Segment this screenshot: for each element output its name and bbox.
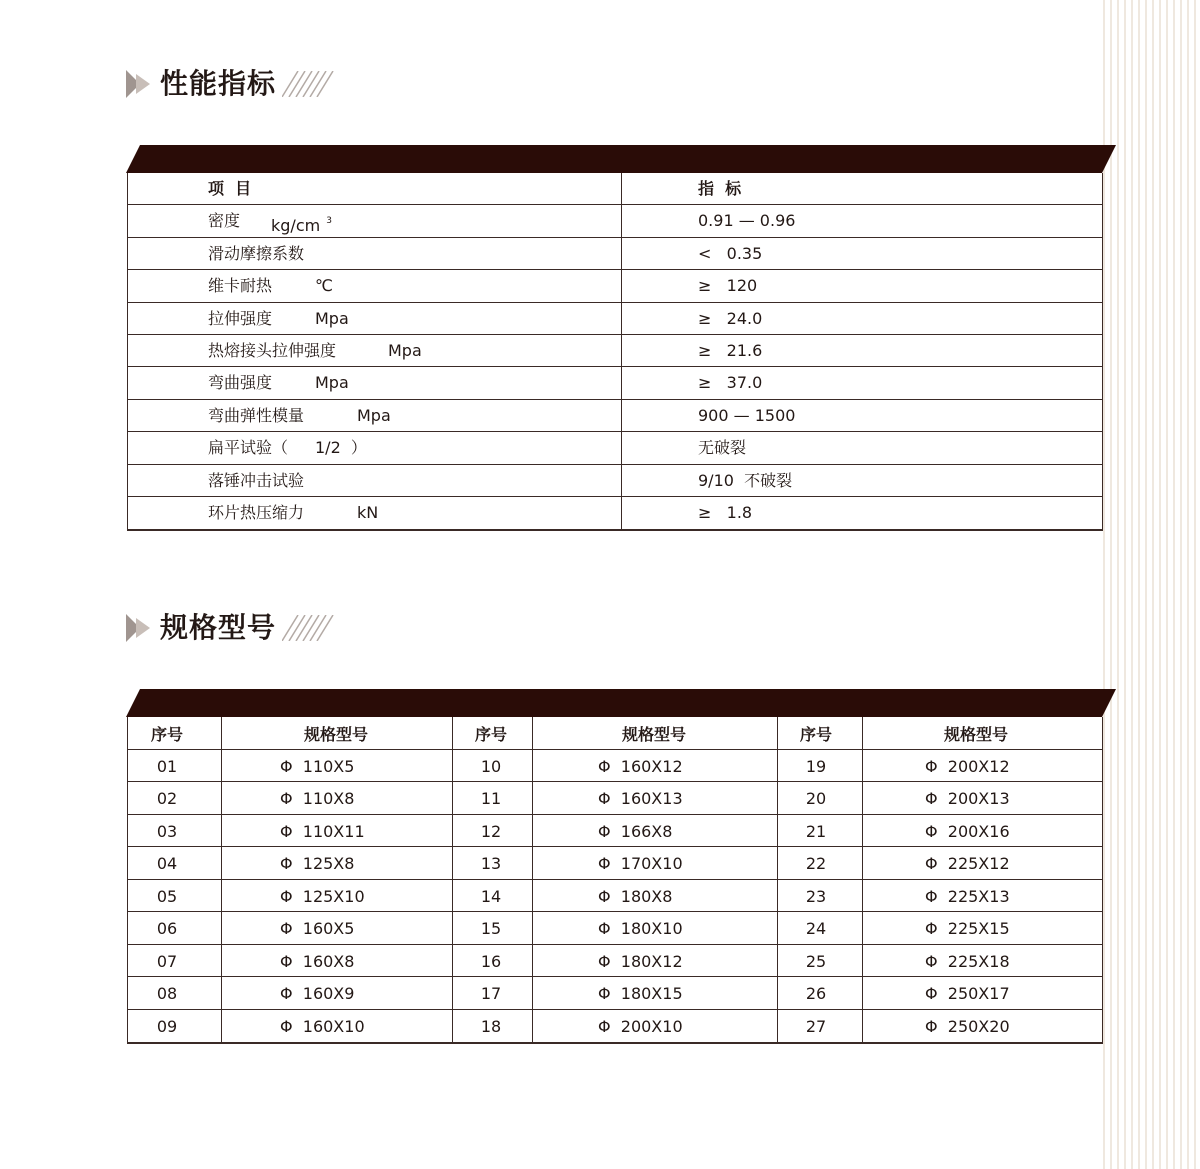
spec-model: Φ 110X11: [280, 821, 365, 841]
spec-number: 08: [156, 984, 178, 1003]
property-unit: Mpa: [315, 308, 349, 328]
table-header-row: [128, 717, 1102, 750]
table-row: [128, 205, 1102, 237]
spec-number: 04: [156, 854, 178, 873]
spec-number: 12: [480, 821, 502, 841]
table-row: [128, 367, 1102, 399]
table-row: [128, 497, 1102, 529]
double-triangle-arrow-icon: [126, 614, 152, 642]
header-index: 指 标: [698, 179, 742, 198]
spec-number: 02: [156, 789, 178, 808]
property-unit: 1/2 ）: [315, 438, 367, 458]
table-header-row: [128, 173, 1102, 205]
performance-table-band: [126, 145, 1116, 173]
hatch-decoration: [282, 71, 334, 97]
property-value: 0.91 — 0.96: [698, 211, 796, 231]
spec-number: 09: [156, 1016, 178, 1036]
spec-number: 13: [480, 854, 502, 873]
table-row: [128, 1010, 1102, 1043]
performance-table: [127, 173, 1103, 531]
table-row: [128, 270, 1102, 302]
property-name: 拉伸强度: [208, 308, 273, 328]
table-row: [128, 945, 1102, 978]
property-name: 弯曲强度: [208, 373, 273, 393]
spec-model: Φ 180X10: [598, 919, 683, 938]
spec-model: Φ 180X15: [598, 984, 683, 1003]
hatch-decoration: [282, 615, 334, 641]
spec-model: Φ 110X5: [280, 756, 355, 776]
spec-model: Φ 160X10: [280, 1016, 365, 1036]
property-unit: kg/cm $^3$: [271, 216, 332, 236]
property-unit: Mpa: [357, 405, 391, 425]
property-value: ≥ 21.6: [698, 341, 763, 360]
header-model: 规格型号: [943, 725, 1008, 744]
property-name: 滑动摩擦系数: [208, 243, 305, 263]
spec-number: 11: [480, 789, 502, 808]
spec-number: 10: [480, 756, 502, 776]
spec-model: Φ 125X8: [280, 854, 355, 873]
spec-model: Φ 200X13: [925, 789, 1010, 808]
table-row: [128, 782, 1102, 815]
property-value: < 0.35: [698, 243, 763, 263]
table-row: [128, 465, 1102, 497]
spec-number: 16: [480, 951, 502, 971]
header-no: 序号: [799, 725, 832, 744]
double-triangle-arrow-icon: [126, 70, 152, 98]
spec-number: 18: [480, 1016, 502, 1036]
spec-model: Φ 110X8: [280, 789, 355, 808]
spec-model: Φ 125X10: [280, 886, 365, 906]
spec-model: Φ 250X20: [925, 1016, 1010, 1036]
spec-number: 05: [156, 886, 178, 906]
property-unit: ℃: [315, 276, 333, 296]
header-no: 序号: [474, 725, 507, 744]
property-name: 密度: [208, 211, 241, 231]
property-value: ≥ 37.0: [698, 373, 763, 393]
spec-model: Φ 180X12: [598, 951, 683, 971]
spec-model: Φ 225X13: [925, 886, 1010, 906]
property-value: ≥ 120: [698, 276, 758, 296]
spec-number: 25: [805, 951, 827, 971]
performance-title: 性能指标: [160, 67, 277, 100]
table-row: [128, 815, 1102, 848]
table-row: [128, 400, 1102, 432]
spec-number: 22: [805, 854, 827, 873]
table-row: [128, 847, 1102, 880]
spec-model: Φ 200X16: [925, 821, 1010, 841]
spec-number: 01: [156, 756, 178, 776]
property-unit: Mpa: [315, 373, 349, 393]
spec-model: Φ 160X13: [598, 789, 683, 808]
spec-number: 24: [805, 919, 827, 938]
table-row: [128, 977, 1102, 1010]
property-name: 落锤冲击试验: [208, 470, 305, 490]
spec-model: Φ 170X10: [598, 854, 683, 873]
spec-model: Φ 166X8: [598, 821, 673, 841]
spec-number: 17: [480, 984, 502, 1003]
spec-model: Φ 200X12: [925, 756, 1010, 776]
header-model: 规格型号: [303, 725, 368, 744]
property-name: 扁平试验（: [208, 438, 289, 458]
spec-number: 06: [156, 919, 178, 938]
spec-number: 27: [805, 1016, 827, 1036]
spec-number: 07: [156, 951, 178, 971]
spec-number: 15: [480, 919, 502, 938]
property-value: ≥ 24.0: [698, 308, 763, 328]
table-row: [128, 238, 1102, 270]
spec-model: Φ 160X8: [280, 951, 355, 971]
property-value: ≥ 1.8: [698, 503, 753, 522]
property-name: 环片热压缩力: [208, 503, 305, 522]
header-item: 项 目: [208, 179, 252, 198]
spec-number: 21: [805, 821, 827, 841]
spec-number: 14: [480, 886, 502, 906]
table-row: [128, 912, 1102, 945]
spec-model: Φ 225X12: [925, 854, 1010, 873]
property-name: 热熔接头拉伸强度: [208, 341, 337, 360]
property-unit: Mpa: [388, 341, 422, 360]
spec-model: Φ 200X10: [598, 1016, 683, 1036]
spec-number: 26: [805, 984, 827, 1003]
spec-model: Φ 225X15: [925, 919, 1010, 938]
spec-model: Φ 160X5: [280, 919, 355, 938]
table-row: [128, 750, 1102, 783]
table-row: [128, 335, 1102, 367]
table-row: [128, 432, 1102, 464]
specs-table-band: [126, 689, 1116, 717]
property-value: 9/10 不破裂: [698, 470, 793, 490]
unit-superscript: 3: [326, 216, 332, 227]
spec-number: 03: [156, 821, 178, 841]
specs-table: [127, 717, 1103, 1044]
spec-model: Φ 160X9: [280, 984, 355, 1003]
property-value: 900 — 1500: [698, 405, 796, 425]
spec-number: 20: [805, 789, 827, 808]
specs-title: 规格型号: [160, 611, 277, 644]
spec-model: Φ 160X12: [598, 756, 683, 776]
property-name: 弯曲弹性模量: [208, 405, 305, 425]
header-model: 规格型号: [621, 725, 686, 744]
table-row: [128, 303, 1102, 335]
header-no: 序号: [150, 725, 183, 744]
property-value: 无破裂: [698, 438, 747, 458]
property-name: 维卡耐热: [208, 276, 273, 296]
spec-number: 19: [805, 756, 827, 776]
table-row: [128, 880, 1102, 913]
decorative-stripes: [1098, 0, 1200, 1169]
spec-model: Φ 225X18: [925, 951, 1010, 971]
property-unit: kN: [357, 503, 379, 522]
spec-model: Φ 180X8: [598, 886, 673, 906]
spec-model: Φ 250X17: [925, 984, 1010, 1003]
spec-number: 23: [805, 886, 827, 906]
